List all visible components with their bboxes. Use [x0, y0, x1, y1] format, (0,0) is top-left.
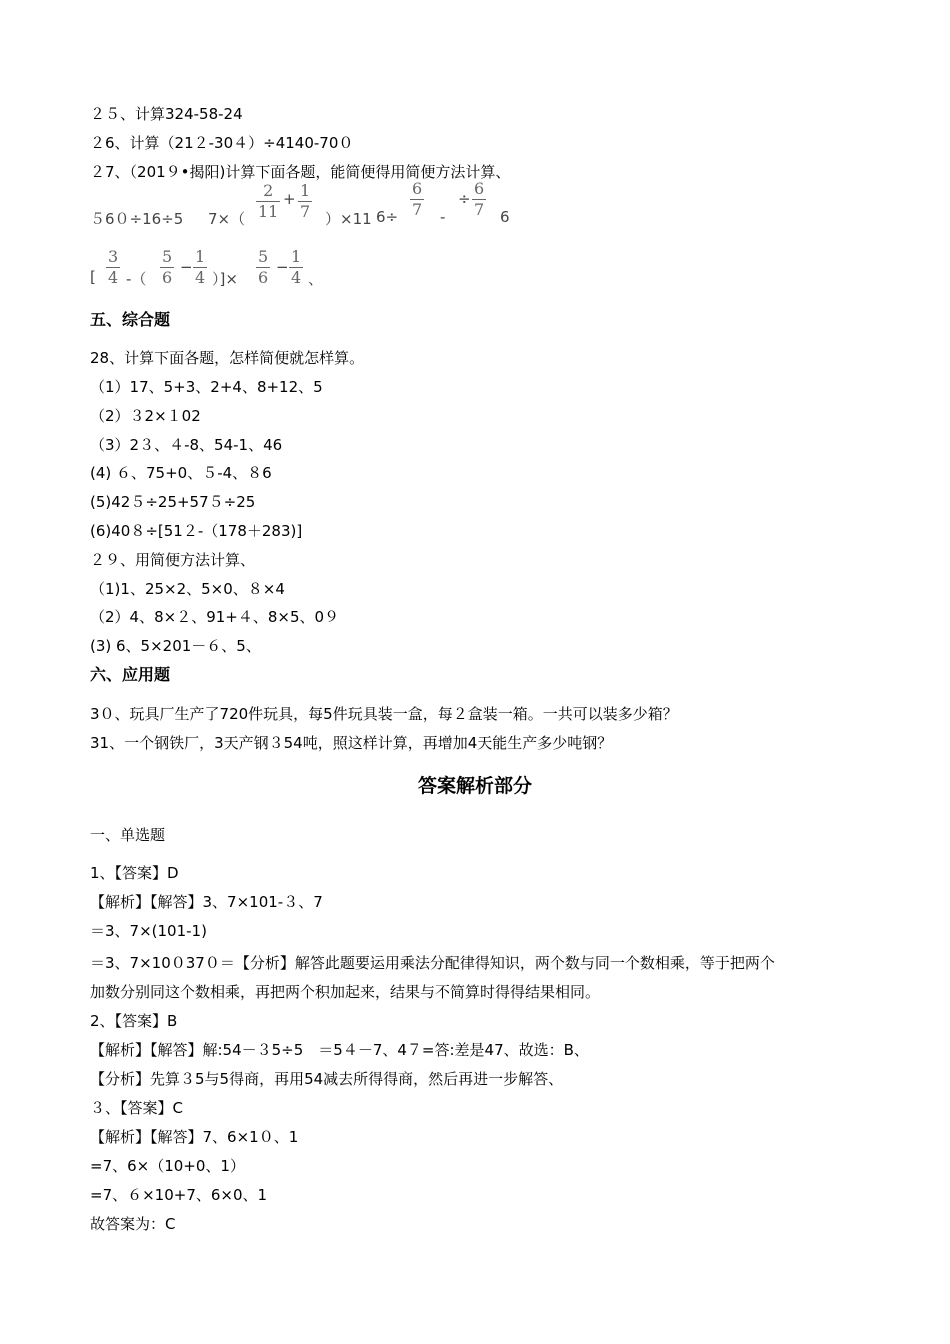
question-25: ２５、计算324-58-24 — [90, 105, 243, 123]
answer-line: 【解析】【解答】7、6×1０、1 — [90, 1128, 299, 1146]
fraction: 3 4 — [108, 247, 119, 287]
open-bracket: [ — [90, 268, 96, 286]
minus-sign: - — [440, 208, 446, 226]
answer-line: 【解析】【解答】3、7×101-３、7 — [90, 893, 323, 911]
question-30: 3０、玩具厂生产了720件玩具，每5件玩具装一盒，每２盒装一箱。一共可以装多少箱？ — [90, 705, 678, 723]
fraction: 6 7 — [474, 179, 485, 219]
question-28-item: (5)42５÷25+57５÷25 — [90, 493, 256, 511]
question-29-item: （1)1、25×2、5×0、８×4 — [90, 580, 285, 598]
plus-sign: + — [283, 190, 296, 208]
question-26: ２6、计算（21２-30４）÷4140-70０ — [90, 134, 354, 152]
question-27-intro: ２7、（201９•揭阳)计算下面各题，能简便得用简便方法计算、 — [90, 163, 511, 181]
minus-paren: -（ — [126, 270, 147, 288]
fraction: 5 6 — [162, 247, 173, 287]
expr-b: 7×（ — [208, 210, 246, 228]
answer-title: 答案解析部分 — [417, 775, 532, 797]
answer-line: 故答案为：C — [90, 1215, 176, 1233]
minus-sign: − — [180, 258, 193, 276]
close-bracket: ）]× — [212, 270, 238, 288]
expr-e: 6 — [500, 208, 510, 226]
answer-line: =7、6×（10+0、1） — [90, 1157, 245, 1175]
answer-line: 【解析】【解答】解:54－３5÷5 ＝5４－7、4７=答:差是47、故选：B、 — [90, 1041, 589, 1059]
question-28-item: （1）17、5+3、2+4、8+12、5 — [90, 378, 323, 396]
answer-line: 1、【答案】D — [90, 864, 179, 882]
question-29-item: （2）4、8×２、91+４、8×5、0９ — [90, 608, 340, 626]
question-29-item: (3) 6、5×201－６、5、 — [90, 637, 261, 655]
answer-line: 加数分别同这个数相乘，再把两个积加起来，结果与不简算时得得结果相同。 — [90, 983, 601, 1001]
question-28: 28、计算下面各题，怎样简便就怎样算。 — [90, 349, 365, 367]
question-28-item: （3）2３、４-8、54-1、46 — [90, 436, 283, 454]
question-28-item: （2）３2×１02 — [90, 407, 201, 425]
answer-line: 【分析】先算３5与5得商，再用54减去所得得商，然后再进一步解答、 — [90, 1070, 564, 1088]
minus-sign: − — [276, 258, 289, 276]
fraction: 6 7 — [412, 179, 423, 219]
question-28-item: (6)40８÷[51２-（178＋283)] — [90, 522, 303, 540]
answer-line: ３、【答案】C — [90, 1099, 183, 1117]
trailing-comma: 、 — [308, 270, 324, 288]
expr-a: ５6０÷16÷5 — [90, 210, 184, 228]
section-heading: 五、综合题 — [90, 310, 171, 329]
question-28-item: (4) ６、75+0、５-4、８6 — [90, 464, 272, 482]
answer-section-heading: 一、单选题 — [90, 826, 166, 844]
answer-line: ＝3、7×10０37０＝【分析】解答此题要运用乘法分配律得知识，两个数与同一个数相乘，等于把两个 — [90, 954, 775, 972]
expr-c: ）×11 — [325, 210, 372, 228]
answer-line: 2、【答案】B — [90, 1012, 178, 1030]
question-31: 31、一个钢铁厂，3天产钢３54吨，照这样计算，再增加4天能生产多少吨钢？ — [90, 734, 613, 752]
fraction: 2 11 — [258, 181, 279, 221]
answer-line: =7、６×10+7、6×0、1 — [90, 1186, 268, 1204]
expr-d: 6÷ — [376, 208, 399, 226]
fraction: 1 7 — [300, 181, 311, 221]
section-heading: 六、应用题 — [90, 665, 171, 684]
fraction: 1 4 — [291, 247, 302, 287]
answer-line: ＝3、7×(101-1) — [90, 922, 207, 940]
fraction: 1 4 — [195, 247, 206, 287]
fraction: 5 6 — [258, 247, 269, 287]
divide-sign: ÷ — [458, 190, 471, 208]
question-29: ２９、用简便方法计算、 — [90, 551, 256, 569]
